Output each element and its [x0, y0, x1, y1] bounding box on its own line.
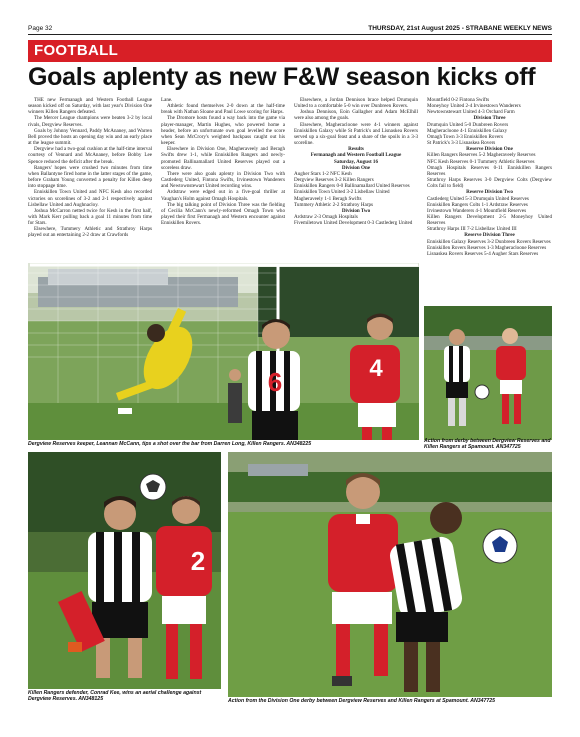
result-line: Killen Rangers Reserves 5-2 Magheraveely Reserves [427, 152, 536, 159]
section-label: FOOTBALL [34, 42, 119, 59]
result-line: Dergview Reserves 3-2 Killen Rangers [294, 177, 374, 184]
results-heading: Division One [341, 164, 371, 171]
result-line: Drumquin United 5-0 Dunbreen Rovers [427, 121, 509, 128]
shirt-number: 2 [190, 546, 206, 576]
results-heading: Reserve Division Two [466, 189, 513, 196]
article-paragraph: Ardstraw were edged out in a five-goal thriller at Vaughan's Holm against Omagh Hospitals. [161, 189, 285, 202]
result-line: Moneyhoy United 2-4 Irvinestown Wanderers [427, 103, 521, 110]
caption-keeper-save: Dergview Reserves keeper, Leannan McCann, tips a shot over the bar from Darren Long, Killen Rangers. AN348225 [28, 441, 312, 447]
shirt-number: 6 [267, 367, 283, 397]
result-line: Enniskillen Rovers Reserves 1-3 Magheracloone Reserves [427, 244, 547, 251]
shirt-number: 4 [369, 355, 383, 382]
results-column-1 [294, 97, 418, 259]
result-line: Ardstraw 2-3 Omagh Hospitals [294, 213, 358, 220]
article-paragraph: Elsewhere, Magheracloone were 4-1 winners against Enniskillen Galaxy while St Patrick's and Lisnaskea Rovers served up a six-goal feast and a share of the spoils in a 3-3 scoreline. [294, 121, 418, 147]
result-line: Mountfield 0-2 Fintona Swifts [427, 97, 490, 103]
article-column-1 [28, 97, 152, 259]
result-line: Irvinestown Wanderers 4-1 Mountfield Reserves [427, 207, 527, 214]
result-line: Enniskillen Rangers Colts 1-1 Ardstraw Reserves [427, 201, 528, 208]
results-column-2 [427, 97, 552, 302]
result-line: Magheraveely 1-1 Beragh Swifts [294, 195, 362, 202]
result-line: Killen Rangers Development 2-5 Moneyhoy United Reserves [427, 213, 552, 227]
results-heading: Division Three [473, 115, 506, 122]
article-paragraph: Goals by Johnny Vennard, Paddy McAnaney, and Warren Bell proved the hosts an opening day win and an early place at the league summit. [28, 127, 152, 147]
result-line: Lane. [161, 97, 173, 103]
result-line: Lisnaskea Rovers Reserves 5-4 Augher Stars Reserves [427, 250, 539, 257]
result-line: Augher Stars 1-2 NFC Kesh [294, 170, 352, 177]
article-paragraph: THE new Fermanagh and Western Football League season kicked off on Saturday, with last year's Division One winners Killen Rangers defeated. [28, 97, 152, 116]
article-paragraph: Joshua McCarron netted twice for Kesh in the first half, with Mark Kerr pulling back a goal 11 minutes from time for Stars. [28, 207, 152, 227]
issue-date: THURSDAY, 21st August 2025 - STRABANE WEEKLY NEWS [368, 24, 552, 32]
section-banner [28, 40, 552, 62]
page-number: Page 32 [28, 24, 53, 32]
headline: Goals aplenty as new F&W season kicks off [28, 63, 536, 91]
result-line: NFC Kesh Reserves 0-1 Tummery Athletic Reserves [427, 158, 535, 165]
result-line: Newtownstewart United 4-3 Orchard Farm [427, 109, 515, 116]
article-paragraph: Elsewhere, Tummery Athletic and Strathroy Harps played out an entertaining 2-2 draw at Crawfords [28, 226, 152, 239]
photo-derby-action [424, 306, 552, 440]
results-heading: Results [348, 146, 364, 153]
photo-keeper-save [28, 263, 419, 440]
photo-aerial-challenge [28, 452, 221, 689]
results-heading: Reserve Division One [466, 146, 513, 153]
article-paragraph: The Mercer League champions were beaten 3-2 by local rivals, Dergview Reserves. [28, 115, 152, 128]
article-paragraph: Joshua Dennison, Eoin Gallagher and Adam McElhill were also among the goals. [294, 109, 418, 122]
results-heading: Division Two [341, 207, 371, 214]
result-line: Strathroy Harps III 7-2 Lisbellaw United III [427, 226, 517, 233]
result-line: Castlederg United 5-3 Drumquin United Reserves [427, 195, 529, 202]
results-heading: Saturday, August 16 [333, 158, 379, 165]
article-paragraph: Dergview had a two-goal cushion at the half-time interval courtesy of Vennard and McAnaney, before Bobby Lee Spence reduced the deficit after the break. [28, 146, 152, 165]
photo-division-one-derby [228, 452, 552, 697]
caption-aerial-challenge: Killen Rangers defender, Conrad Kee, wins an aerial challenge against Dergview Reserves. AN348125 [28, 690, 202, 703]
article-paragraph: Athletic found themselves 2-0 down at the half-time break with Nathan Sloane and Paul Lowe scoring for Harps. [161, 103, 285, 116]
result-line: Strathroy Harps Reserves 3-0 Dergview Colts (Dergview Colts fail to field) [427, 177, 552, 190]
article-paragraph: Elsewhere in Division One, Magheraveely and Beragh Swifts drew 1-1, while Enniskillen Rangers and newly-promoted Ballinamallard United Reserves played out a scoreless draw. [161, 146, 285, 171]
result-line: Enniskillen Galaxy Reserves 3-2 Dunbreen Rovers Reserves [427, 238, 551, 245]
results-heading: Reserve Division Three [464, 232, 515, 239]
result-line: Magheracloone 4-1 Enniskillen Galaxy [427, 127, 508, 134]
article-paragraph: The Dromore hosts found a way back into the game via player-manager, Martin Hughes, who powered home a header, before an unfortunate own goal levelled the score when Sean McCrory's weighted backpass caught out his keeper. [161, 115, 285, 147]
caption-derby-action: Action from derby between Dergview Reserves and Killen Rangers at Spamount. AN347725 [424, 438, 551, 451]
result-line: Enniskillen Rangers 0-0 Ballinamallard United Reserves [294, 183, 410, 190]
result-line: St Patrick's 3-3 Lisnaskea Rovers [427, 140, 496, 147]
article-paragraph: There were also goals aplenty in Division Two with Castlederg United, Fintona Swifts, Irvinestown Wanderers and Newtownstewart United recording wins. [161, 170, 285, 190]
result-line: Omagh Hospitals Reserves 0-11 Enniskillen Rangers Reserves [427, 164, 552, 177]
article-column-2 [161, 97, 285, 259]
article-paragraph: The big talking point of Division Three was the fielding of Cecilia McCann's newly-reformed Omagh Town who played their first Fermanagh and Western encounter against Enniskillen Rovers. [161, 201, 285, 227]
caption-division-one-derby: Action from the Division One derby between Dergview Reserves and Killen Rangers at Spamount. AN347725 [228, 698, 496, 704]
result-line: Tummery Athletic 2-2 Strathroy Harps [294, 201, 374, 208]
result-line: Fivemiletown United Development 0-3 Castlederg United [294, 220, 413, 227]
article-paragraph: Rangers' hopes were crushed two minutes from time when Ballantyne fired home in the latter stages of the game, before Graham Young converted a penalty for Killen deep into stoppage time. [28, 164, 152, 190]
results-heading: Fermanagh and Western Football League [310, 152, 402, 159]
result-line: Enniskillen Town United 3-2 Lisbellaw United [294, 189, 390, 196]
article-paragraph: Elsewhere, a Jordan Dennison brace helped Drumquin United to a comfortable 5-0 win over Dunbreen Rovers. [294, 97, 418, 110]
result-line: Omagh Town 3-3 Enniskillen Rovers [427, 133, 503, 140]
page-header [28, 22, 552, 35]
article-paragraph: Enniskillen Town United and NFC Kesh also recorded victories on scorelines of 3-2 and 2-1 respectively against Lisbellaw United and Aughnacloy. [28, 189, 152, 208]
